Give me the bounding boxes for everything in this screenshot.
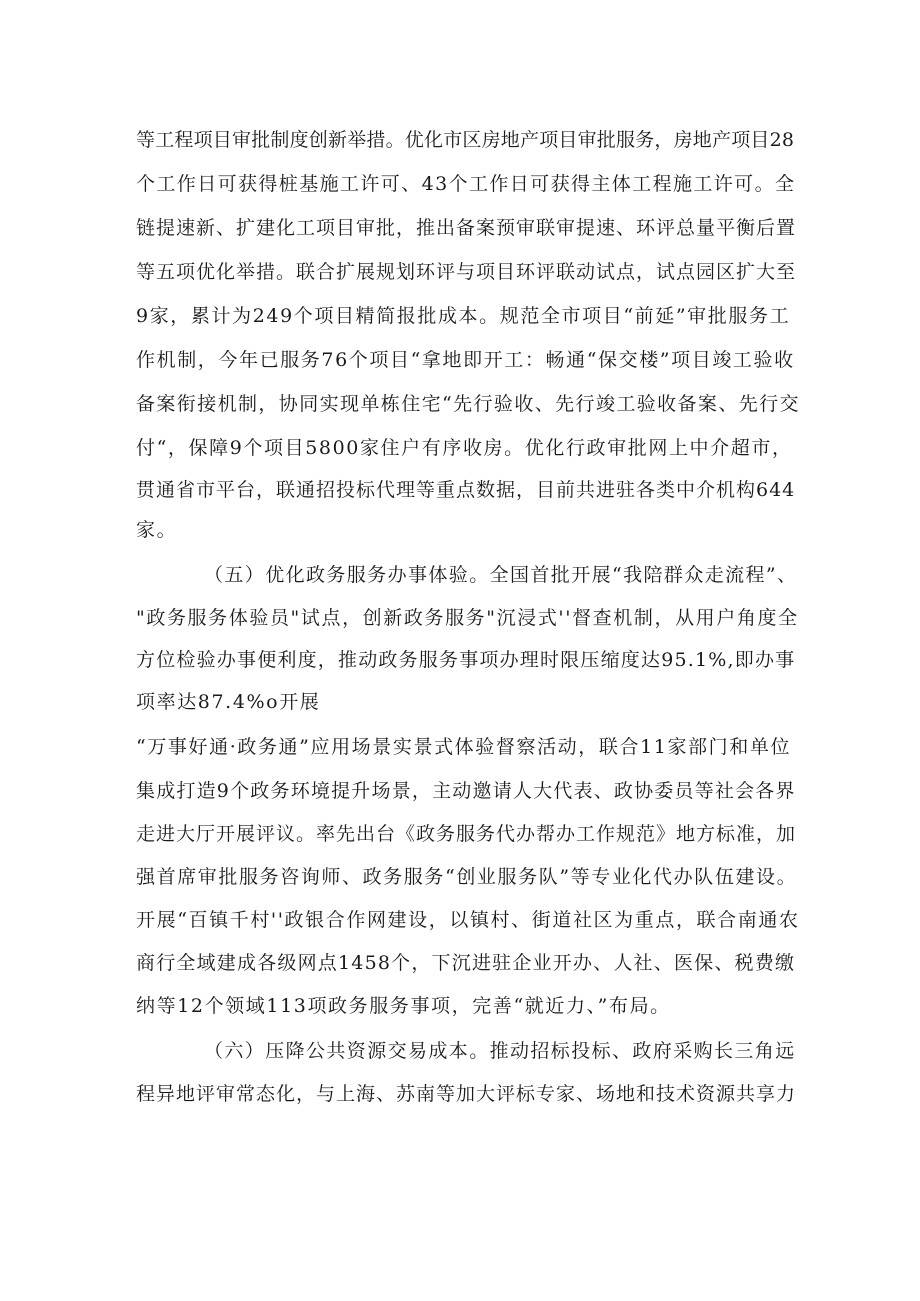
paragraph-1-line-7: 备案衔接机制，协同实现单栋住宅“先行验收、先行竣工验收备案、先行交 xyxy=(136,393,800,415)
paragraph-2-line-4: 项率达87.4%o开展 xyxy=(136,691,321,713)
paragraph-2-line-10: 商行全域建成各级网点1458个，下沉进驻企业开办、人社、医保、税费缴 xyxy=(136,952,796,974)
paragraph-2-line-1: （五）优化政务服务办事体验。全国首批开展“我陪群众走流程”、 xyxy=(204,564,798,586)
paragraph-1-line-3: 链提速新、扩建化工项目审批，推出备案预审联审提速、环评总量平衡后置 xyxy=(136,217,797,239)
paragraph-2-line-11: 纳等12个领域113项政务服务事项，完善“就近力、”布局。 xyxy=(136,995,671,1017)
paragraph-3-line-1: （六）压降公共资源交易成本。推动招标投标、政府采购长三角远 xyxy=(204,1040,796,1062)
paragraph-2-line-8: 强首席审批服务咨询师、政务服务“创业服务队”等专业化代办队伍建设。 xyxy=(136,866,798,888)
paragraph-1-line-5: 9家，累计为249个项目精简报批成本。规范全市项目“前延”审批服务工 xyxy=(136,305,791,327)
paragraph-1-line-10: 家。 xyxy=(136,519,178,541)
paragraph-2-line-2: "政务服务体验员"试点，创新政务服务"沉浸式''督查机制，从用户角度全 xyxy=(136,607,799,629)
paragraph-2-line-7: 走进大厅开展评议。率先出台《政务服务代办帮办工作规范》地方标准，加 xyxy=(136,823,797,845)
paragraph-1-line-6: 作机制，今年已服务76个项目“拿地即开工：畅通“保交楼”项目竣工验收 xyxy=(136,349,795,371)
paragraph-1-line-8: 付“，保障9个项目5800家住户有序收房。优化行政审批网上中介超市， xyxy=(136,437,793,459)
paragraph-2-line-9: 开展“百镇千村''政银合作网建设，以镇村、街道社区为重点，联合南通农 xyxy=(136,909,800,931)
paragraph-1-line-1: 等工程项目审批制度创新举措。优化市区房地产项目审批服务，房地产项目28 xyxy=(136,129,795,151)
paragraph-2-line-5: “万事好通·政务通”应用场景实景式体验督察活动，联合11家部门和单位 xyxy=(136,736,792,758)
paragraph-1-line-4: 等五项优化举措。联合扩展规划环评与项目环评联动试点，试点园区扩大至 xyxy=(136,261,797,283)
paragraph-1-line-9: 贯通省市平台，联通招投标代理等重点数据，目前共进驻各类中介机构644 xyxy=(136,479,796,501)
paragraph-2-line-6: 集成打造9个政务环境提升场景，主动邀请人大代表、政协委员等社会各界 xyxy=(136,780,796,802)
paragraph-3-line-2: 程异地评审常态化，与上海、苏南等加大评标专家、场地和技术资源共享力 xyxy=(136,1083,797,1105)
paragraph-1-line-2: 个工作日可获得桩基施工许可、43个工作日可获得主体工程施工许可。全 xyxy=(136,173,796,195)
paragraph-2-line-3: 方位检验办事便利度，推动政务服务事项办理时限压缩度达95.1%,即办事 xyxy=(136,649,796,671)
